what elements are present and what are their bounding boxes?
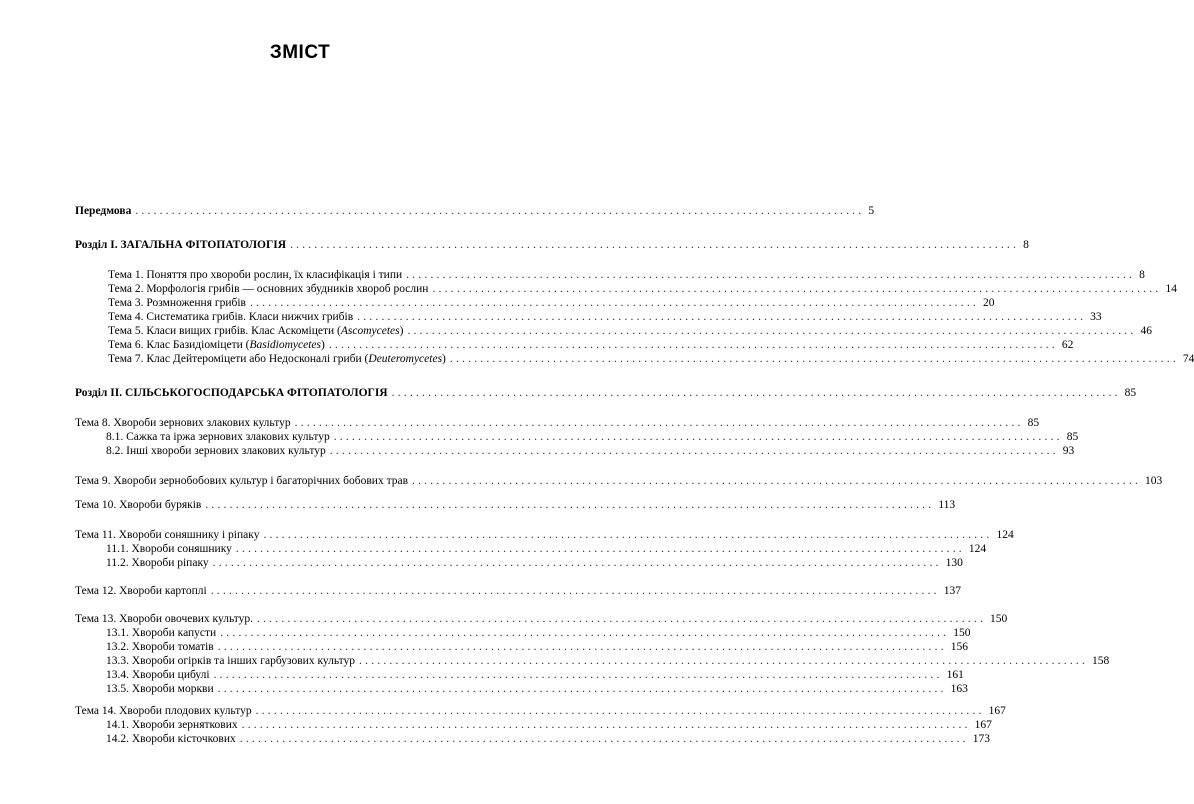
toc-entry-label: Тема 9. Хвороби зернобобових культур і багаторічних бобових трав <box>75 475 409 487</box>
toc-entry <box>108 324 1152 338</box>
toc-leader-dots: ........................................................................................................................ <box>217 641 947 653</box>
toc-leader-dots: ........................................................................................................................ <box>329 445 1059 457</box>
toc-entry <box>75 704 1006 718</box>
toc-leader-dots: ........................................................................................................................ <box>235 543 965 555</box>
toc-entry-page: 124 <box>968 543 987 555</box>
toc-entry <box>108 282 1177 296</box>
page-title: ЗМІСТ <box>269 42 331 63</box>
toc-entry-page: 85 <box>1066 431 1079 443</box>
toc-entry <box>75 474 1163 488</box>
toc-entry-label: Передмова <box>75 205 132 217</box>
toc-entry-page: 167 <box>974 719 992 731</box>
toc-entry-page: 173 <box>972 733 990 745</box>
toc-leader-dots: ........................................................................................................................ <box>135 205 865 217</box>
toc-entry <box>75 584 961 598</box>
toc-entry-page: 161 <box>946 669 964 681</box>
toc-entry-label: 13.1. Хвороби капусти <box>106 627 217 639</box>
toc-entry-label: Тема 13. Хвороби овочевих культур. <box>75 613 254 625</box>
toc-entry <box>106 718 992 732</box>
toc-leader-dots: ........................................................................................................................ <box>333 431 1063 443</box>
toc-entry-page: 93 <box>1062 445 1075 457</box>
toc-entry-page: 113 <box>938 499 956 511</box>
toc-leader-dots: ........................................................................................................................ <box>212 557 942 569</box>
toc-leader-dots: ........................................................................................................................ <box>220 627 950 639</box>
toc-entry-label: 11.1. Хвороби соняшнику <box>106 543 232 555</box>
toc-entry <box>75 612 1008 626</box>
toc-entry-label: 8.2. Інші хвороби зернових злакових культур <box>106 445 326 457</box>
toc-leader-dots: ........................................................................................................................ <box>406 269 1136 281</box>
toc-entry <box>106 640 968 654</box>
toc-entry-label: 13.5. Хвороби моркви <box>106 683 214 695</box>
toc-leader-dots: ........................................................................................................................ <box>210 585 940 597</box>
toc-entry <box>108 352 1194 366</box>
toc-entry-label: 8.1. Сажка та іржа зернових злакових культур <box>106 431 330 443</box>
toc-entry-page: 20 <box>982 297 995 309</box>
toc-entry <box>106 654 1110 668</box>
toc-entry <box>106 542 987 556</box>
toc-entry <box>75 528 1014 542</box>
toc-entry-page: 14 <box>1165 283 1177 295</box>
toc-leader-dots: ........................................................................................................................ <box>249 297 979 309</box>
toc-leader-dots: ........................................................................................................................ <box>263 529 993 541</box>
toc-entry <box>108 268 1145 282</box>
toc-leader-dots: ........................................................................................................................ <box>205 499 935 511</box>
toc-entry-page: 46 <box>1140 325 1152 337</box>
toc-leader-dots: ........................................................................................................................ <box>290 239 1020 251</box>
toc-entry-label: Тема 12. Хвороби картоплі <box>75 585 207 597</box>
toc-entry-label: 13.4. Хвороби цибулі <box>106 669 210 681</box>
toc-leader-dots: ........................................................................................................................ <box>449 353 1179 365</box>
toc-entry-label: 14.1. Хвороби зерняткових <box>106 719 238 731</box>
toc-entry <box>75 416 1040 430</box>
toc-entry <box>106 626 971 640</box>
toc-entry-page: 8 <box>1023 239 1029 251</box>
toc-entry-label: Розділ І. ЗАГАЛЬНА ФІТОПАТОЛОГІЯ <box>75 239 287 251</box>
toc-entry-page: 130 <box>945 557 963 569</box>
toc-leader-dots: ........................................................................................................................ <box>257 613 987 625</box>
toc-entry <box>108 296 995 310</box>
toc-leader-dots: ........................................................................................................................ <box>391 387 1121 399</box>
toc-leader-dots: ........................................................................................................................ <box>294 417 1024 429</box>
toc-leader-dots: ........................................................................................................................ <box>359 655 1089 667</box>
toc-entry-label: 13.3. Хвороби огірків та інших гарбузових культур <box>106 655 356 667</box>
toc-leader-dots: ........................................................................................................................ <box>357 311 1087 323</box>
toc-entry <box>108 310 1102 324</box>
toc-entry-label: Тема 10. Хвороби буряків <box>75 499 202 511</box>
toc-entry-label: Тема 4. Систематика грибів. Класи нижчих грибів <box>108 311 354 323</box>
toc-leader-dots: ........................................................................................................................ <box>255 705 985 717</box>
toc-entry-page: 167 <box>988 705 1006 717</box>
toc-entry-page: 85 <box>1027 417 1040 429</box>
toc-leader-dots: ........................................................................................................................ <box>239 733 969 745</box>
toc-entry-page: 156 <box>950 641 968 653</box>
toc-entry-page: 103 <box>1145 475 1163 487</box>
toc-entry <box>75 204 875 218</box>
toc-entry-label: Тема 5. Класи вищих грибів. Клас Аскоміцети (Ascomycetes) <box>108 325 404 337</box>
toc-leader-dots: ........................................................................................................................ <box>407 325 1137 337</box>
toc-entry-page: 163 <box>950 683 968 695</box>
toc-entry-page: 5 <box>868 205 875 217</box>
toc-entry <box>106 444 1075 458</box>
toc-entry-label: Розділ ІІ. СІЛЬСЬКОГОСПОДАРСЬКА ФІТОПАТОЛОГІЯ <box>75 387 388 399</box>
toc-entry-page: 62 <box>1061 339 1074 351</box>
toc-entry-label: Тема 2. Морфологія грибів — основних збудників хвороб рослин <box>108 283 429 295</box>
toc-entry <box>106 682 968 696</box>
toc-entry-page: 8 <box>1139 269 1145 281</box>
toc-entry-label: Тема 14. Хвороби плодових культур <box>75 705 252 717</box>
toc-entry <box>75 498 956 512</box>
toc-leader-dots: ........................................................................................................................ <box>412 475 1142 487</box>
toc-entry <box>106 668 964 682</box>
toc-entry <box>108 338 1074 352</box>
toc-entry <box>106 732 990 746</box>
toc-entry-page: 158 <box>1092 655 1110 667</box>
toc-entry <box>106 430 1079 444</box>
toc-entry-label: Тема 7. Клас Дейтероміцети або Недосконалі гриби (Deuteromycetes) <box>108 353 446 365</box>
toc-entry-label: Тема 3. Розмноження грибів <box>108 297 246 309</box>
toc-entry-page: 150 <box>990 613 1008 625</box>
toc-entry-page: 74 <box>1182 353 1194 365</box>
toc-leader-dots: ........................................................................................................................ <box>213 669 943 681</box>
toc-entry-label: Тема 1. Поняття про хвороби рослин, їх класифікація і типи <box>108 269 403 281</box>
toc-leader-dots: ........................................................................................................................ <box>217 683 947 695</box>
toc-entry <box>75 238 1029 252</box>
toc-entry-page: 85 <box>1124 387 1137 399</box>
toc-leader-dots: ........................................................................................................................ <box>328 339 1058 351</box>
toc-entry-label: 13.2. Хвороби томатів <box>106 641 214 653</box>
toc-entry-page: 33 <box>1090 311 1102 323</box>
toc-entry-page: 124 <box>996 529 1014 541</box>
toc-entry <box>75 386 1137 400</box>
toc-entry-page: 137 <box>943 585 961 597</box>
toc-entry-label: 11.2. Хвороби ріпаку <box>106 557 209 569</box>
toc-entry-label: Тема 6. Клас Базидіоміцети (Basidiomycetes) <box>108 339 325 351</box>
toc-entry <box>106 556 963 570</box>
toc-leader-dots: ........................................................................................................................ <box>241 719 971 731</box>
toc-entry-page: 150 <box>953 627 971 639</box>
toc-entry-label: Тема 8. Хвороби зернових злакових культур <box>75 417 291 429</box>
toc-entry-label: Тема 11. Хвороби соняшнику і ріпаку <box>75 529 260 541</box>
toc-entry-label: 14.2. Хвороби кісточкових <box>106 733 236 745</box>
toc-leader-dots: ........................................................................................................................ <box>432 283 1162 295</box>
